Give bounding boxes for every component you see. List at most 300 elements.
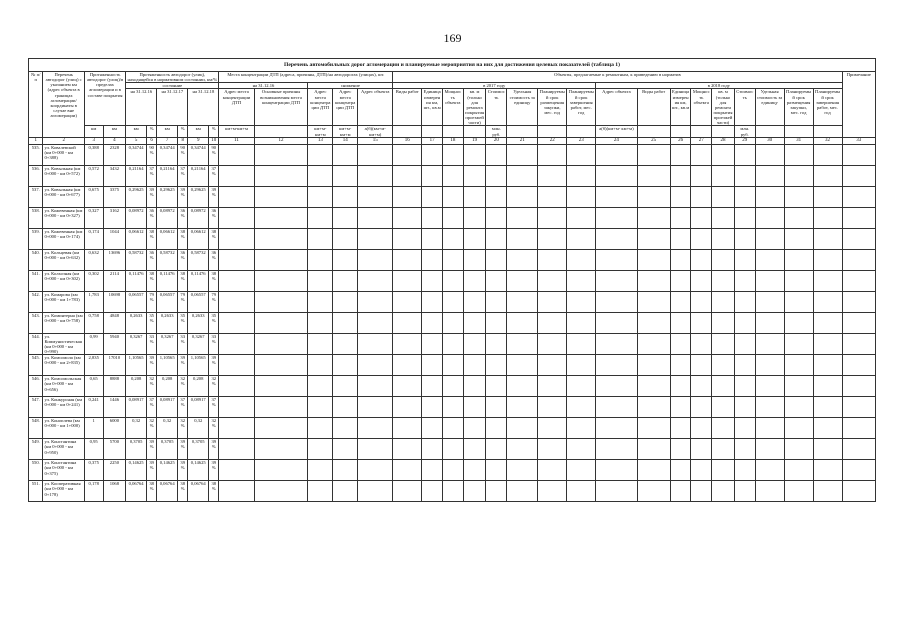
empty-cell bbox=[813, 144, 842, 165]
norm-km-2017: 0,06612 bbox=[157, 228, 178, 249]
empty-cell bbox=[712, 165, 735, 186]
road-name: ул. Ковалевской (км 0+000 - км 0+388) bbox=[43, 144, 84, 165]
norm-pct-2018: 39% bbox=[209, 439, 219, 460]
empty-cell bbox=[219, 355, 254, 376]
empty-cell bbox=[422, 270, 443, 291]
empty-cell bbox=[507, 418, 538, 439]
empty-cell bbox=[333, 439, 358, 460]
norm-km-2018: 0,3705 bbox=[188, 439, 209, 460]
empty-cell bbox=[842, 397, 875, 418]
empty-cell bbox=[842, 144, 875, 165]
empty-cell bbox=[755, 355, 784, 376]
empty-cell bbox=[308, 291, 333, 312]
norm-km-2018: 0,34744 bbox=[188, 144, 209, 165]
column-number: 25 bbox=[637, 137, 670, 144]
table-row bbox=[29, 418, 876, 439]
empty-cell bbox=[813, 186, 842, 207]
header-year-2017: в 2017 году bbox=[393, 83, 596, 89]
empty-cell bbox=[712, 249, 735, 270]
empty-cell bbox=[463, 291, 486, 312]
column-number: 20 bbox=[486, 137, 507, 144]
column-number: 13 bbox=[308, 137, 333, 144]
empty-cell bbox=[670, 207, 691, 228]
road-length: 0,388 bbox=[84, 144, 103, 165]
empty-cell bbox=[358, 228, 393, 249]
empty-cell bbox=[486, 291, 507, 312]
empty-cell bbox=[784, 270, 813, 291]
norm-pct-2017: 38% bbox=[178, 270, 188, 291]
empty-cell bbox=[538, 186, 567, 207]
unit-empty bbox=[691, 126, 712, 137]
empty-cell bbox=[254, 228, 308, 249]
empty-cell bbox=[670, 481, 691, 502]
road-length: 0,95 bbox=[84, 439, 103, 460]
norm-km-2016: 1,10565 bbox=[126, 355, 147, 376]
empty-cell bbox=[486, 460, 507, 481]
empty-cell bbox=[308, 312, 333, 333]
empty-cell bbox=[443, 165, 464, 186]
empty-cell bbox=[842, 207, 875, 228]
header-note: Примечание bbox=[842, 72, 875, 138]
header-obj-addr-2017: Адрес объекта bbox=[358, 89, 393, 126]
column-number: 9 bbox=[188, 137, 209, 144]
road-length: 0,572 bbox=[84, 165, 103, 186]
empty-cell bbox=[784, 186, 813, 207]
empty-cell bbox=[813, 249, 842, 270]
empty-cell bbox=[567, 207, 596, 228]
empty-cell bbox=[538, 460, 567, 481]
column-number: 33 bbox=[842, 137, 875, 144]
empty-cell bbox=[596, 270, 637, 291]
column-number: 29 bbox=[734, 137, 755, 144]
empty-cell bbox=[755, 418, 784, 439]
empty-cell bbox=[637, 186, 670, 207]
column-number: 19 bbox=[463, 137, 486, 144]
norm-pct-2016: 36% bbox=[146, 207, 156, 228]
empty-cell bbox=[755, 397, 784, 418]
header-road: Перечень автодорог (улиц) с указанием км (адрес объекта в границах агломерации/координаты в случае вне агломерации) bbox=[43, 72, 84, 138]
empty-cell bbox=[755, 144, 784, 165]
norm-km-2016: 0,29625 bbox=[126, 186, 147, 207]
empty-cell bbox=[712, 418, 735, 439]
row-number: 539. bbox=[29, 228, 43, 249]
empty-cell bbox=[463, 333, 486, 355]
norm-pct-2017: 37% bbox=[178, 397, 188, 418]
norm-km-2016: 0,3705 bbox=[126, 439, 147, 460]
empty-cell bbox=[308, 249, 333, 270]
empty-cell bbox=[254, 165, 308, 186]
empty-cell bbox=[254, 355, 308, 376]
empty-cell bbox=[422, 291, 443, 312]
unit-empty bbox=[422, 126, 443, 137]
header-unit-cost-2018: Удельная стоимость за единицу bbox=[755, 89, 784, 126]
column-number: 24 bbox=[596, 137, 637, 144]
empty-cell bbox=[358, 144, 393, 165]
empty-cell bbox=[463, 439, 486, 460]
unit-km: км bbox=[157, 126, 178, 137]
row-number: 550. bbox=[29, 460, 43, 481]
empty-cell bbox=[712, 439, 735, 460]
empty-cell bbox=[507, 439, 538, 460]
empty-cell bbox=[712, 228, 735, 249]
norm-pct-2018: 38% bbox=[209, 228, 219, 249]
header-unit-cost-2017: Удельная стоимость за единицу bbox=[507, 89, 538, 126]
header-dtp-cause: Основные причины возникновения места концентрации ДТП bbox=[254, 89, 308, 126]
empty-cell bbox=[507, 249, 538, 270]
empty-cell bbox=[443, 418, 464, 439]
empty-cell bbox=[422, 397, 443, 418]
unit-empty bbox=[567, 126, 596, 137]
empty-cell bbox=[712, 376, 735, 397]
table-row bbox=[29, 270, 876, 291]
road-name: ул. Колхозная (км 0+000 - км 0+302) bbox=[43, 270, 84, 291]
empty-cell bbox=[842, 439, 875, 460]
empty-cell bbox=[333, 460, 358, 481]
norm-pct-2016: 39% bbox=[146, 460, 156, 481]
empty-cell bbox=[219, 439, 254, 460]
column-number: 32 bbox=[813, 137, 842, 144]
empty-cell bbox=[813, 481, 842, 502]
norm-pct-2017: 79% bbox=[178, 291, 188, 312]
empty-cell bbox=[637, 439, 670, 460]
empty-cell bbox=[813, 439, 842, 460]
empty-cell bbox=[254, 144, 308, 165]
empty-cell bbox=[784, 355, 813, 376]
empty-cell bbox=[507, 165, 538, 186]
empty-cell bbox=[463, 270, 486, 291]
empty-cell bbox=[691, 439, 712, 460]
norm-pct-2018: 39% bbox=[209, 186, 219, 207]
empty-cell bbox=[507, 481, 538, 502]
row-number: 546. bbox=[29, 376, 43, 397]
road-name: ул. Коминтерна (км 0+000 - км 0+758) bbox=[43, 312, 84, 333]
unit-kmm: км+м-км+м bbox=[333, 126, 358, 137]
empty-cell bbox=[219, 249, 254, 270]
road-name: ул. Комарова (км 0+000 - км 1+783) bbox=[43, 291, 84, 312]
empty-cell bbox=[443, 228, 464, 249]
empty-cell bbox=[443, 481, 464, 502]
norm-km-2017: 0,32 bbox=[157, 418, 178, 439]
column-number: 8 bbox=[178, 137, 188, 144]
empty-cell bbox=[358, 207, 393, 228]
header-dtp-addr-2: Адрес места концентрации ДТП bbox=[308, 89, 333, 126]
empty-cell bbox=[784, 312, 813, 333]
empty-cell bbox=[443, 376, 464, 397]
empty-cell bbox=[358, 397, 393, 418]
empty-cell bbox=[422, 249, 443, 270]
empty-cell bbox=[691, 481, 712, 502]
norm-pct-2017: 39% bbox=[178, 186, 188, 207]
empty-cell bbox=[422, 460, 443, 481]
header-dtp-sub: снижение bbox=[308, 83, 393, 89]
norm-pct-2018: 33% bbox=[209, 333, 219, 355]
empty-cell bbox=[254, 186, 308, 207]
norm-pct-2016: 38% bbox=[146, 228, 156, 249]
norm-pct-2018: 38% bbox=[209, 270, 219, 291]
empty-cell bbox=[333, 165, 358, 186]
unit-km: км bbox=[126, 126, 147, 137]
empty-cell bbox=[637, 165, 670, 186]
norm-km-2017: 0,11476 bbox=[157, 270, 178, 291]
road-length: 0,99 bbox=[84, 333, 103, 355]
empty-cell bbox=[333, 144, 358, 165]
norm-pct-2016: 39% bbox=[146, 355, 156, 376]
empty-cell bbox=[596, 333, 637, 355]
empty-cell bbox=[219, 460, 254, 481]
empty-cell bbox=[734, 144, 755, 165]
unit-km: км bbox=[188, 126, 209, 137]
empty-cell bbox=[567, 418, 596, 439]
empty-cell bbox=[712, 312, 735, 333]
empty-cell bbox=[393, 481, 422, 502]
empty-cell bbox=[422, 418, 443, 439]
table-row bbox=[29, 397, 876, 418]
header-length-norm-sub: состояние bbox=[126, 83, 219, 89]
road-length: 1 bbox=[84, 418, 103, 439]
empty-cell bbox=[507, 397, 538, 418]
table-row bbox=[29, 376, 876, 397]
column-number: 15 bbox=[358, 137, 393, 144]
empty-cell bbox=[813, 460, 842, 481]
norm-pct-2018: 32% bbox=[209, 418, 219, 439]
empty-cell bbox=[254, 397, 308, 418]
empty-cell bbox=[254, 376, 308, 397]
empty-cell bbox=[813, 333, 842, 355]
header-power-2018: Мощность объекта bbox=[691, 89, 712, 126]
empty-cell bbox=[712, 481, 735, 502]
road-area: 5940 bbox=[103, 333, 126, 355]
empty-cell bbox=[567, 397, 596, 418]
empty-cell bbox=[507, 144, 538, 165]
table-row bbox=[29, 249, 876, 270]
norm-km-2016: 0,34744 bbox=[126, 144, 147, 165]
empty-cell bbox=[393, 165, 422, 186]
road-area: 4848 bbox=[103, 312, 126, 333]
empty-cell bbox=[755, 312, 784, 333]
empty-cell bbox=[219, 207, 254, 228]
empty-cell bbox=[463, 376, 486, 397]
empty-cell bbox=[333, 186, 358, 207]
norm-pct-2016: 90% bbox=[146, 144, 156, 165]
table-row bbox=[29, 355, 876, 376]
empty-cell bbox=[358, 439, 393, 460]
norm-km-2016: 0,2633 bbox=[126, 312, 147, 333]
empty-cell bbox=[393, 460, 422, 481]
unit-empty bbox=[784, 126, 813, 137]
empty-cell bbox=[486, 376, 507, 397]
empty-cell bbox=[422, 355, 443, 376]
table-row bbox=[29, 312, 876, 333]
norm-km-2016: 0,21164 bbox=[126, 165, 147, 186]
empty-cell bbox=[422, 186, 443, 207]
empty-cell bbox=[358, 333, 393, 355]
empty-cell bbox=[393, 249, 422, 270]
unit-empty bbox=[637, 126, 670, 137]
road-area: 2250 bbox=[103, 460, 126, 481]
empty-cell bbox=[219, 186, 254, 207]
empty-cell bbox=[443, 439, 464, 460]
norm-pct-2017: 37% bbox=[178, 165, 188, 186]
road-area: 10698 bbox=[103, 291, 126, 312]
norm-km-2018: 0,2633 bbox=[188, 312, 209, 333]
empty-cell bbox=[567, 291, 596, 312]
table-row bbox=[29, 186, 876, 207]
empty-cell bbox=[637, 291, 670, 312]
empty-cell bbox=[393, 207, 422, 228]
empty-cell bbox=[219, 376, 254, 397]
column-number: 4 bbox=[103, 137, 126, 144]
norm-km-2018: 0,06612 bbox=[188, 228, 209, 249]
empty-cell bbox=[463, 249, 486, 270]
column-number: 22 bbox=[538, 137, 567, 144]
unit-cost: млн. руб. bbox=[734, 126, 755, 137]
header-power-2017: Мощность объекта bbox=[443, 89, 464, 126]
empty-cell bbox=[358, 270, 393, 291]
empty-cell bbox=[538, 144, 567, 165]
empty-cell bbox=[463, 460, 486, 481]
empty-cell bbox=[637, 481, 670, 502]
empty-cell bbox=[358, 165, 393, 186]
row-number: 535. bbox=[29, 144, 43, 165]
empty-cell bbox=[691, 270, 712, 291]
empty-cell bbox=[734, 312, 755, 333]
empty-cell bbox=[596, 228, 637, 249]
empty-cell bbox=[670, 144, 691, 165]
norm-pct-2017: 36% bbox=[178, 207, 188, 228]
empty-cell bbox=[596, 207, 637, 228]
empty-cell bbox=[813, 291, 842, 312]
empty-cell bbox=[734, 270, 755, 291]
empty-cell bbox=[691, 397, 712, 418]
norm-km-2017: 0,58732 bbox=[157, 249, 178, 270]
empty-cell bbox=[308, 418, 333, 439]
empty-cell bbox=[358, 460, 393, 481]
empty-cell bbox=[755, 291, 784, 312]
empty-cell bbox=[538, 249, 567, 270]
header-cost-2017: Стоимость bbox=[486, 89, 507, 126]
road-area: 3375 bbox=[103, 186, 126, 207]
empty-cell bbox=[734, 165, 755, 186]
empty-cell bbox=[254, 460, 308, 481]
header-area-2017: кв. м (только для ремонта покрытия проезжей части) bbox=[465, 89, 485, 126]
empty-cell bbox=[784, 460, 813, 481]
empty-cell bbox=[637, 460, 670, 481]
header-plan-end-2017: Планируемый срок завершения работ, мес. год bbox=[567, 89, 596, 126]
empty-cell bbox=[567, 355, 596, 376]
road-length: 0,375 bbox=[84, 460, 103, 481]
empty-cell bbox=[784, 291, 813, 312]
norm-km-2016: 0,06612 bbox=[126, 228, 147, 249]
road-area: 13696 bbox=[103, 249, 126, 270]
header-year-2018: в 2018 году bbox=[596, 83, 842, 89]
unit-empty bbox=[538, 126, 567, 137]
empty-cell bbox=[486, 270, 507, 291]
road-name: ул. Коммунистическая (км 0+000 - км 0+990) bbox=[43, 333, 84, 355]
header-plan-start-2017: Планируемый срок размещения закупки, мес. год bbox=[538, 89, 567, 126]
norm-km-2018: 0,06557 bbox=[188, 291, 209, 312]
header-date-2: на 31.12.17 bbox=[157, 89, 188, 126]
empty-cell bbox=[784, 333, 813, 355]
unit-addr: а(б)(км+м- км+м) bbox=[596, 126, 637, 137]
empty-cell bbox=[393, 291, 422, 312]
empty-cell bbox=[712, 186, 735, 207]
empty-cell bbox=[333, 397, 358, 418]
empty-cell bbox=[308, 333, 333, 355]
empty-cell bbox=[507, 376, 538, 397]
road-length: 0,632 bbox=[84, 249, 103, 270]
unit-empty bbox=[670, 126, 691, 137]
empty-cell bbox=[538, 207, 567, 228]
column-number: 23 bbox=[567, 137, 596, 144]
empty-cell bbox=[637, 418, 670, 439]
empty-cell bbox=[443, 270, 464, 291]
empty-cell bbox=[637, 355, 670, 376]
empty-cell bbox=[486, 144, 507, 165]
empty-cell bbox=[637, 207, 670, 228]
empty-cell bbox=[755, 270, 784, 291]
empty-cell bbox=[567, 460, 596, 481]
empty-cell bbox=[486, 481, 507, 502]
norm-pct-2018: 79% bbox=[209, 291, 219, 312]
empty-cell bbox=[443, 207, 464, 228]
column-number: 6 bbox=[146, 137, 156, 144]
empty-cell bbox=[538, 397, 567, 418]
norm-pct-2016: 39% bbox=[146, 186, 156, 207]
empty-cell bbox=[784, 228, 813, 249]
column-number: 18 bbox=[443, 137, 464, 144]
norm-pct-2016: 37% bbox=[146, 397, 156, 418]
empty-cell bbox=[596, 144, 637, 165]
empty-cell bbox=[712, 333, 735, 355]
norm-pct-2016: 79% bbox=[146, 291, 156, 312]
norm-pct-2016: 33% bbox=[146, 333, 156, 355]
empty-cell bbox=[393, 312, 422, 333]
empty-cell bbox=[567, 376, 596, 397]
empty-cell bbox=[567, 165, 596, 186]
row-number: 547. bbox=[29, 397, 43, 418]
norm-pct-2017: 32% bbox=[178, 418, 188, 439]
unit-pct: % bbox=[146, 126, 156, 137]
empty-cell bbox=[734, 460, 755, 481]
empty-cell bbox=[308, 355, 333, 376]
empty-cell bbox=[596, 291, 637, 312]
road-length: 1,783 bbox=[84, 291, 103, 312]
empty-cell bbox=[463, 397, 486, 418]
norm-pct-2017: 35% bbox=[178, 312, 188, 333]
norm-km-2018: 0,29625 bbox=[188, 186, 209, 207]
norm-pct-2018: 39% bbox=[209, 355, 219, 376]
norm-km-2018: 0,32 bbox=[188, 418, 209, 439]
empty-cell bbox=[333, 418, 358, 439]
norm-pct-2016: 38% bbox=[146, 270, 156, 291]
empty-cell bbox=[422, 165, 443, 186]
empty-cell bbox=[219, 270, 254, 291]
empty-cell bbox=[670, 397, 691, 418]
empty-cell bbox=[734, 376, 755, 397]
empty-cell bbox=[538, 418, 567, 439]
empty-cell bbox=[813, 418, 842, 439]
empty-cell bbox=[813, 207, 842, 228]
empty-cell bbox=[691, 165, 712, 186]
norm-pct-2016: 36% bbox=[146, 249, 156, 270]
empty-cell bbox=[507, 333, 538, 355]
empty-cell bbox=[567, 249, 596, 270]
row-number: 549. bbox=[29, 439, 43, 460]
norm-pct-2018: 38% bbox=[209, 481, 219, 502]
norm-pct-2018: 37% bbox=[209, 397, 219, 418]
empty-cell bbox=[538, 439, 567, 460]
empty-cell bbox=[691, 460, 712, 481]
